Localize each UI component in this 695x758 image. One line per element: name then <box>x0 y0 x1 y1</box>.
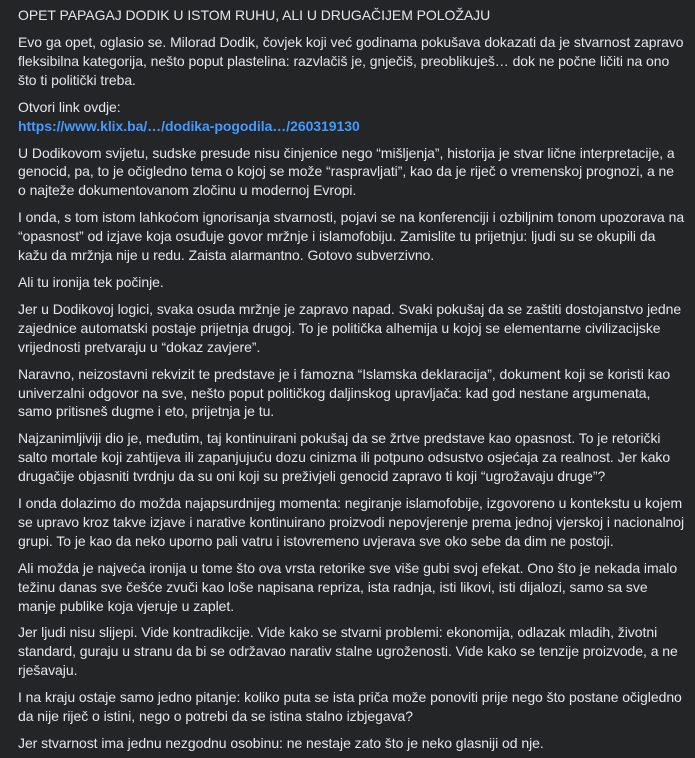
post-title: OPET PAPAGAJ DODIK U ISTOM RUHU, ALI U DRUGAČIJEM POLOŽAJU <box>18 7 491 23</box>
post-paragraph: I onda dolazimo do možda najapsurdnijeg momenta: negiranje islamofobije, izgovoreno u kontekstu u kojem se upravo kroz takve izjave i narative kontinuirano proizvodi nepovjerenje prema jednoj vjerskoj i nacionalnoj grupi. To je kao da neko uporno pali vatru i istovremeno uvjerava sve oko sebe da dim ne postoji. <box>18 495 685 549</box>
post-paragraph: I onda, s tom istom lahkoćom ignorisanja stvarnosti, pojavi se na konferenciji i ozbiljnim tonom upozorava na “opasnost” od izjave koja osuđuje govor mržnje i islamofobiju. Zamislite tu prijetnju: ljudi su se okupili da kažu da mržnja nije u redu. Zaista alarmantno. Gotovo subverzivno. <box>18 209 685 264</box>
post-paragraph: Ali možda je najveća ironija u tome što ova vrsta retorike sve više gubi svoj efekat. Ono što je nekada imalo težinu danas sve češće zvuči kao loše napisana repriza, ista radnja, isti likovi, isti dijalozi, samo sa sve manje publike koja vjeruje u zaplet. <box>18 559 678 614</box>
post-paragraph: Najzanimljiviji dio je, međutim, taj kontinuirani pokušaj da se žrtve predstave kao opasnost. To je retorički salto mortale koji zahtijeva ili zapanjujuću dozu cinizma ili potpuno odsustvo osjećaja za realnost. Jer kako drugačije objasniti tvrdnju da su oni koji su preživjeli genocid zapravo ti koji “ugrožavaju druge”? <box>18 430 671 485</box>
post-paragraph: Jer ljudi nisu slijepi. Vide kontradikcije. Vide kako se stvarni problemi: ekonomija, odlazak mladih, životni standard, guraju u stranu da bi se održavao narativ stalne ugroženosti. Vide kako se tenzije proizvode, a ne rješavaju. <box>18 624 678 679</box>
post-paragraph: Naravno, neizostavni rekvizit te predstave je i famozna “Islamska deklaracija”, dokument koji se koristi kao univerzalni odgovor na sve, nešto poput političkog daljinskog upravljača: kad god nestane argumenata, samo pritisneš dugme i eto, prijetnja je tu. <box>18 365 671 420</box>
post-paragraph: I na kraju ostaje samo jedno pitanje: koliko puta se ista priča može ponoviti prije nego što postane očigledno da nije riječ o istini, nego o potrebi da se istina stalno izbjegava? <box>18 689 682 725</box>
post-paragraph: Jer u Dodikovoj logici, svaka osuda mržnje je zapravo napad. Svaki pokušaj da se zaštiti dostojanstvo jedne zajednice automatski postaje prijetnja drugoj. To je politička alhemija u kojoj se elementarne civilizacijske vrijednosti pretvaraju u “dokaz zavjere”. <box>18 300 682 355</box>
post-paragraph: Ali tu ironija tek počinje. <box>18 273 164 290</box>
post-intro: Evo ga opet, oglasio se. Milorad Dodik, čovjek koji već godinama pokušava dokazati da je stvarnost zapravo fleksibilna kategorija, nešto poput plastelina: razvlačiš je, gnječiš, preoblikuješ… dok ne počne ličiti na ono što ti politički treba. <box>18 34 684 88</box>
link-block <box>18 98 685 136</box>
link-label: Otvori link ovdje: <box>18 98 121 115</box>
post-paragraph: Jer stvarnost ima jednu nezgodnu osobinu: ne nestaje zato što je neko glasniji od nje. <box>18 735 544 751</box>
post-paragraph: U Dodikovom svijetu, sudske presude nisu činjenice nego “mišljenja”, historija je stvar lične interpretacije, a genocid, pa, to je očigledno tema o kojoj se može “raspravljati”, kao da je riječ o vremenskoj prognozi, a ne o najteže dokumentovanom zločinu u modernoj Evropi. <box>18 144 675 199</box>
article-link[interactable]: https://www.klix.ba/…/dodika-pogodila…/260319130 <box>18 117 360 134</box>
